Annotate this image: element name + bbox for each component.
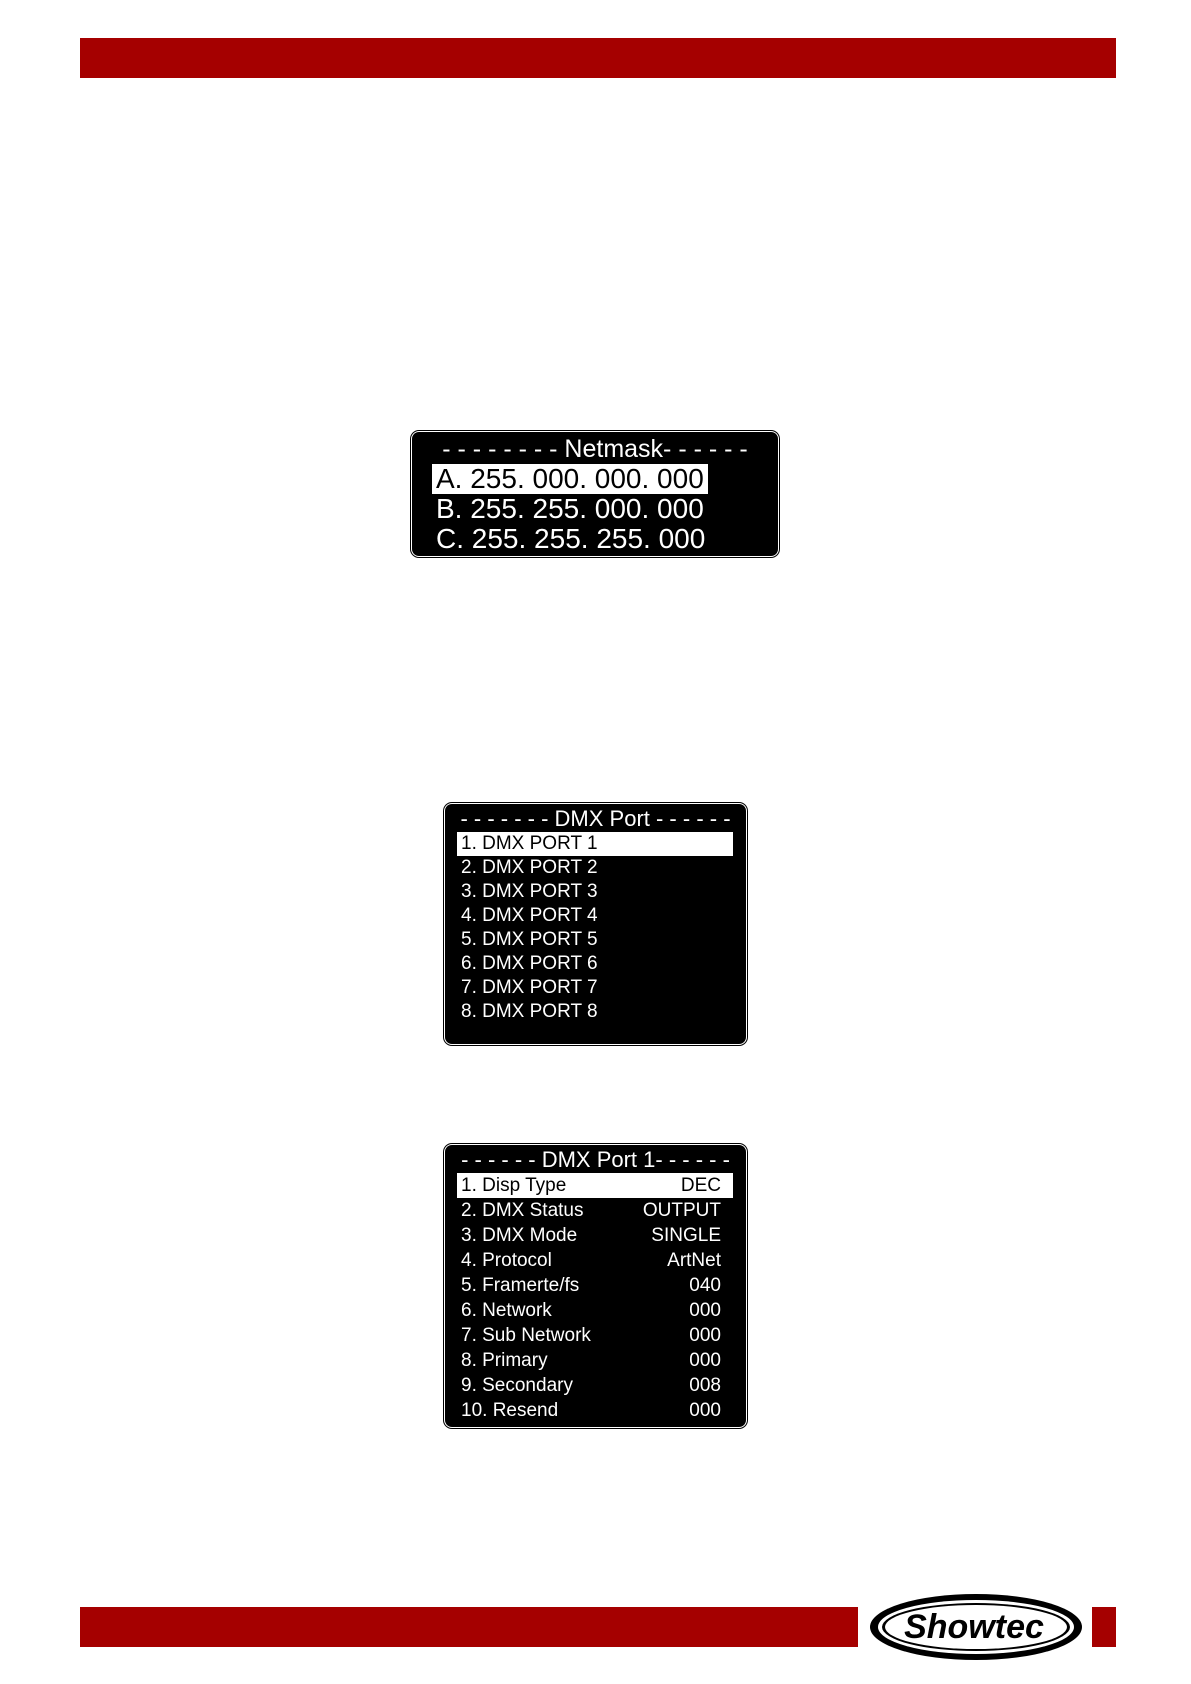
setting-label: 3. DMX Mode [461,1225,578,1246]
dmx-port-item[interactable]: 1. DMX PORT 1 [457,832,733,856]
dmx-port-item[interactable]: 7. DMX PORT 7 [461,977,598,998]
setting-label: 4. Protocol [461,1250,552,1271]
setting-row-dmx-status[interactable] [457,1198,733,1223]
netmask-display [414,434,776,554]
setting-row-primary[interactable] [457,1348,733,1373]
netmask-option-a[interactable]: A. 255. 000. 000. 000 [432,464,708,494]
setting-value: 000 [689,1325,721,1346]
dmx-port-item[interactable]: 6. DMX PORT 6 [461,953,598,974]
dmx-port-item[interactable]: 2. DMX PORT 2 [461,857,598,878]
dmx-port-item[interactable]: 8. DMX PORT 8 [461,1001,598,1022]
setting-value: 000 [689,1400,721,1421]
setting-row-secondary[interactable] [457,1373,733,1398]
setting-label: 9. Secondary [461,1375,573,1396]
netmask-option-b[interactable]: B. 255. 255. 000. 000 [436,493,704,524]
logo-wordmark: Showtec [904,1608,1044,1646]
setting-value: DEC [680,1175,721,1196]
setting-row-resend[interactable] [457,1398,733,1423]
setting-value: SINGLE [651,1225,721,1246]
setting-value: 000 [689,1350,721,1371]
dmx-port-item[interactable]: 4. DMX PORT 4 [461,905,598,926]
footer-bar-end [1092,1607,1116,1647]
netmask-option-c[interactable]: C. 255. 255. 255. 000 [436,523,706,554]
setting-row-network[interactable] [457,1298,733,1323]
setting-row-dmx-mode[interactable] [457,1223,733,1248]
setting-label: 6. Network [461,1300,552,1321]
dmx-port1-title: - - - - - - DMX Port 1- - - - - - [461,1147,730,1172]
setting-label: 2. DMX Status [461,1200,584,1221]
setting-label: 5. Framerte/fs [461,1275,580,1296]
dmx-port1-settings-display [447,1147,744,1425]
setting-label: 1. Disp Type [461,1175,567,1196]
netmask-title: - - - - - - - - Netmask- - - - - - [442,435,748,463]
setting-value: 000 [689,1300,721,1321]
showtec-logo [868,1592,1084,1662]
dmx-port-menu-title: - - - - - - - DMX Port - - - - - - [460,806,731,831]
setting-value: 008 [689,1375,721,1396]
setting-value: 040 [689,1275,721,1296]
footer-bar [80,1607,858,1647]
setting-label: 10. Resend [461,1400,559,1421]
setting-row-sub-network[interactable] [457,1323,733,1348]
dmx-port-menu-display [447,806,744,1042]
setting-value: ArtNet [667,1250,721,1271]
setting-row-protocol[interactable] [457,1248,733,1273]
setting-row-framerate[interactable] [457,1273,733,1298]
header-bar [80,38,1116,78]
dmx-port-item[interactable]: 3. DMX PORT 3 [461,881,598,902]
setting-row-disp-type[interactable] [457,1173,733,1198]
dmx-port-item[interactable]: 5. DMX PORT 5 [461,929,598,950]
setting-label: 7. Sub Network [461,1325,591,1346]
setting-label: 8. Primary [461,1350,548,1371]
setting-value: OUTPUT [642,1200,721,1221]
